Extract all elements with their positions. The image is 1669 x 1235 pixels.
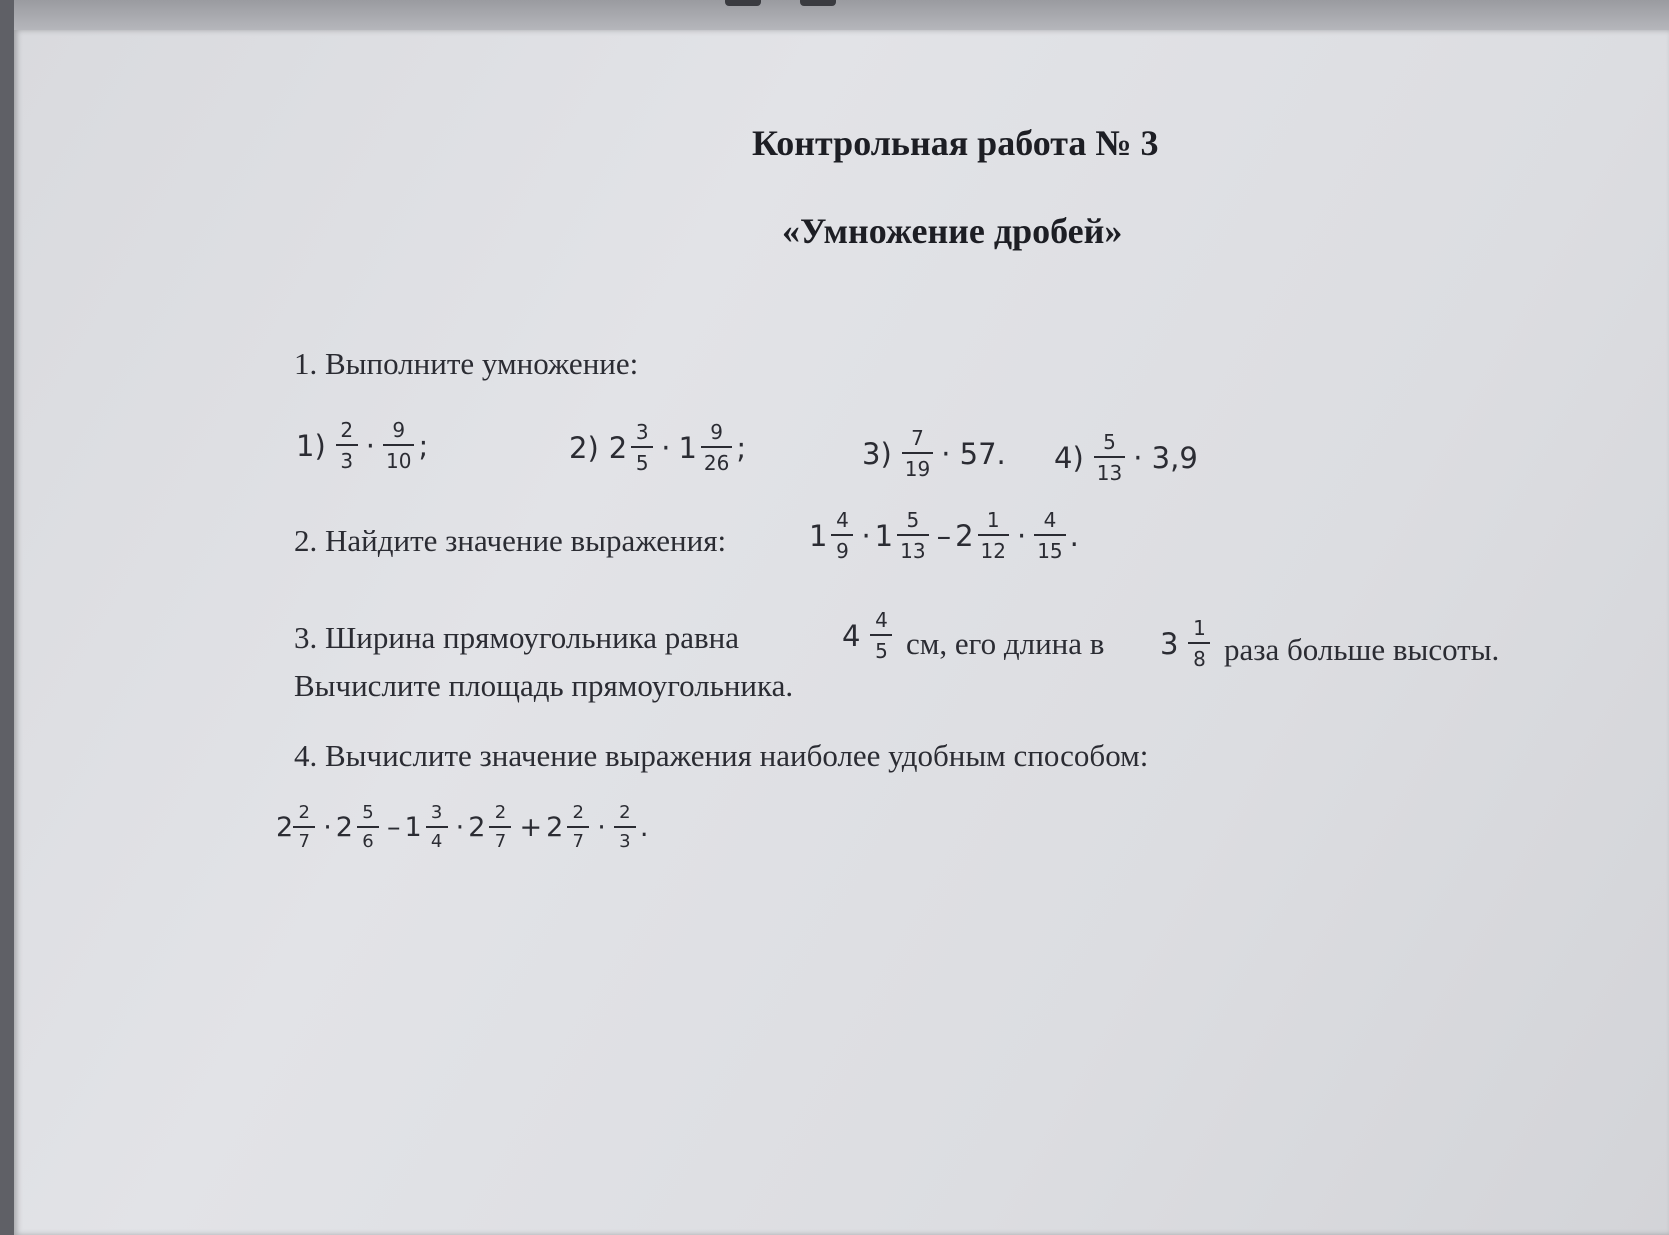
- fraction: $\frac{4}{9}$: [831, 510, 853, 561]
- task1-item-3: 3) $\frac{7}{19}$ · 57.: [862, 426, 1006, 481]
- fraction: $\frac{4}{5}$: [870, 610, 892, 661]
- task1-item-1: 1) $\frac{2}{3}$ · $\frac{9}{10}$ ;: [296, 418, 429, 473]
- fraction: $\frac{5}{6}$: [357, 804, 379, 851]
- fraction: $\frac{5}{13}$: [897, 510, 928, 561]
- task3-width-value: 4 $\frac{4}{5}$: [842, 610, 896, 661]
- task3-line1-a: 3. Ширина прямоугольника равна: [294, 620, 740, 655]
- background-strip: [0, 0, 1669, 34]
- fraction: $\frac{1}{8}$: [1188, 618, 1210, 669]
- fraction: $\frac{2}{7}$: [567, 804, 589, 851]
- task1-item-2: 2) 2 $\frac{3}{5}$ · 1 $\frac{9}{26}$ ;: [569, 420, 747, 475]
- fraction: $\frac{3}{5}$: [631, 422, 653, 473]
- task2-heading: 2. Найдите значение выражения:: [294, 523, 727, 558]
- fraction: $\frac{9}{26}$: [701, 422, 732, 473]
- task2-expression: 1 $\frac{4}{9}$ · 1 $\frac{5}{13}$ – 2 $\frac{1}{12}$ · $\frac{4}{15}$ .: [809, 508, 1079, 563]
- task4-heading: 4. Вычислите значение выражения наиболее удобным способом:: [294, 738, 1149, 773]
- task1-item-4: 4) $\frac{5}{13}$ · 3,9: [1054, 430, 1198, 485]
- task1-heading: 1. Выполните умножение:: [294, 346, 639, 381]
- fraction: $\frac{2}{3}$: [614, 804, 636, 851]
- document-subtitle: «Умножение дробей»: [782, 211, 1123, 251]
- fraction: $\frac{2}{7}$: [293, 804, 315, 851]
- fraction: $\frac{7}{19}$: [902, 428, 933, 479]
- task3-line1-c: раза больше высоты.: [1224, 632, 1500, 667]
- fraction: $\frac{3}{4}$: [426, 804, 448, 851]
- task3-line1-b: см, его длина в: [906, 626, 1105, 661]
- fraction: $\frac{9}{10}$: [383, 420, 414, 471]
- task3-line2: Вычислите площадь прямоугольника.: [294, 668, 794, 703]
- task3-ratio-value: 3 $\frac{1}{8}$: [1160, 618, 1214, 669]
- monitor-bezel: [0, 0, 14, 1235]
- top-mark: [725, 0, 761, 6]
- fraction: $\frac{5}{13}$: [1094, 432, 1125, 483]
- task4-expression: 2 $\frac{2}{7}$ · 2 $\frac{5}{6}$ – 1 $\frac{3}{4}$ · 2 $\frac{2}{7}$ + 2 $\frac{2}{7}$ · $\frac{2}{3}$ .: [276, 802, 649, 852]
- fraction: $\frac{4}{15}$: [1034, 510, 1065, 561]
- fraction: $\frac{2}{3}$: [336, 420, 358, 471]
- fraction: $\frac{2}{7}$: [489, 804, 511, 851]
- document-title: Контрольная работа № 3: [752, 123, 1159, 163]
- item-label: 1): [296, 428, 326, 463]
- document-page: [14, 30, 1669, 1235]
- top-mark: [800, 0, 836, 6]
- fraction: $\frac{1}{12}$: [978, 510, 1009, 561]
